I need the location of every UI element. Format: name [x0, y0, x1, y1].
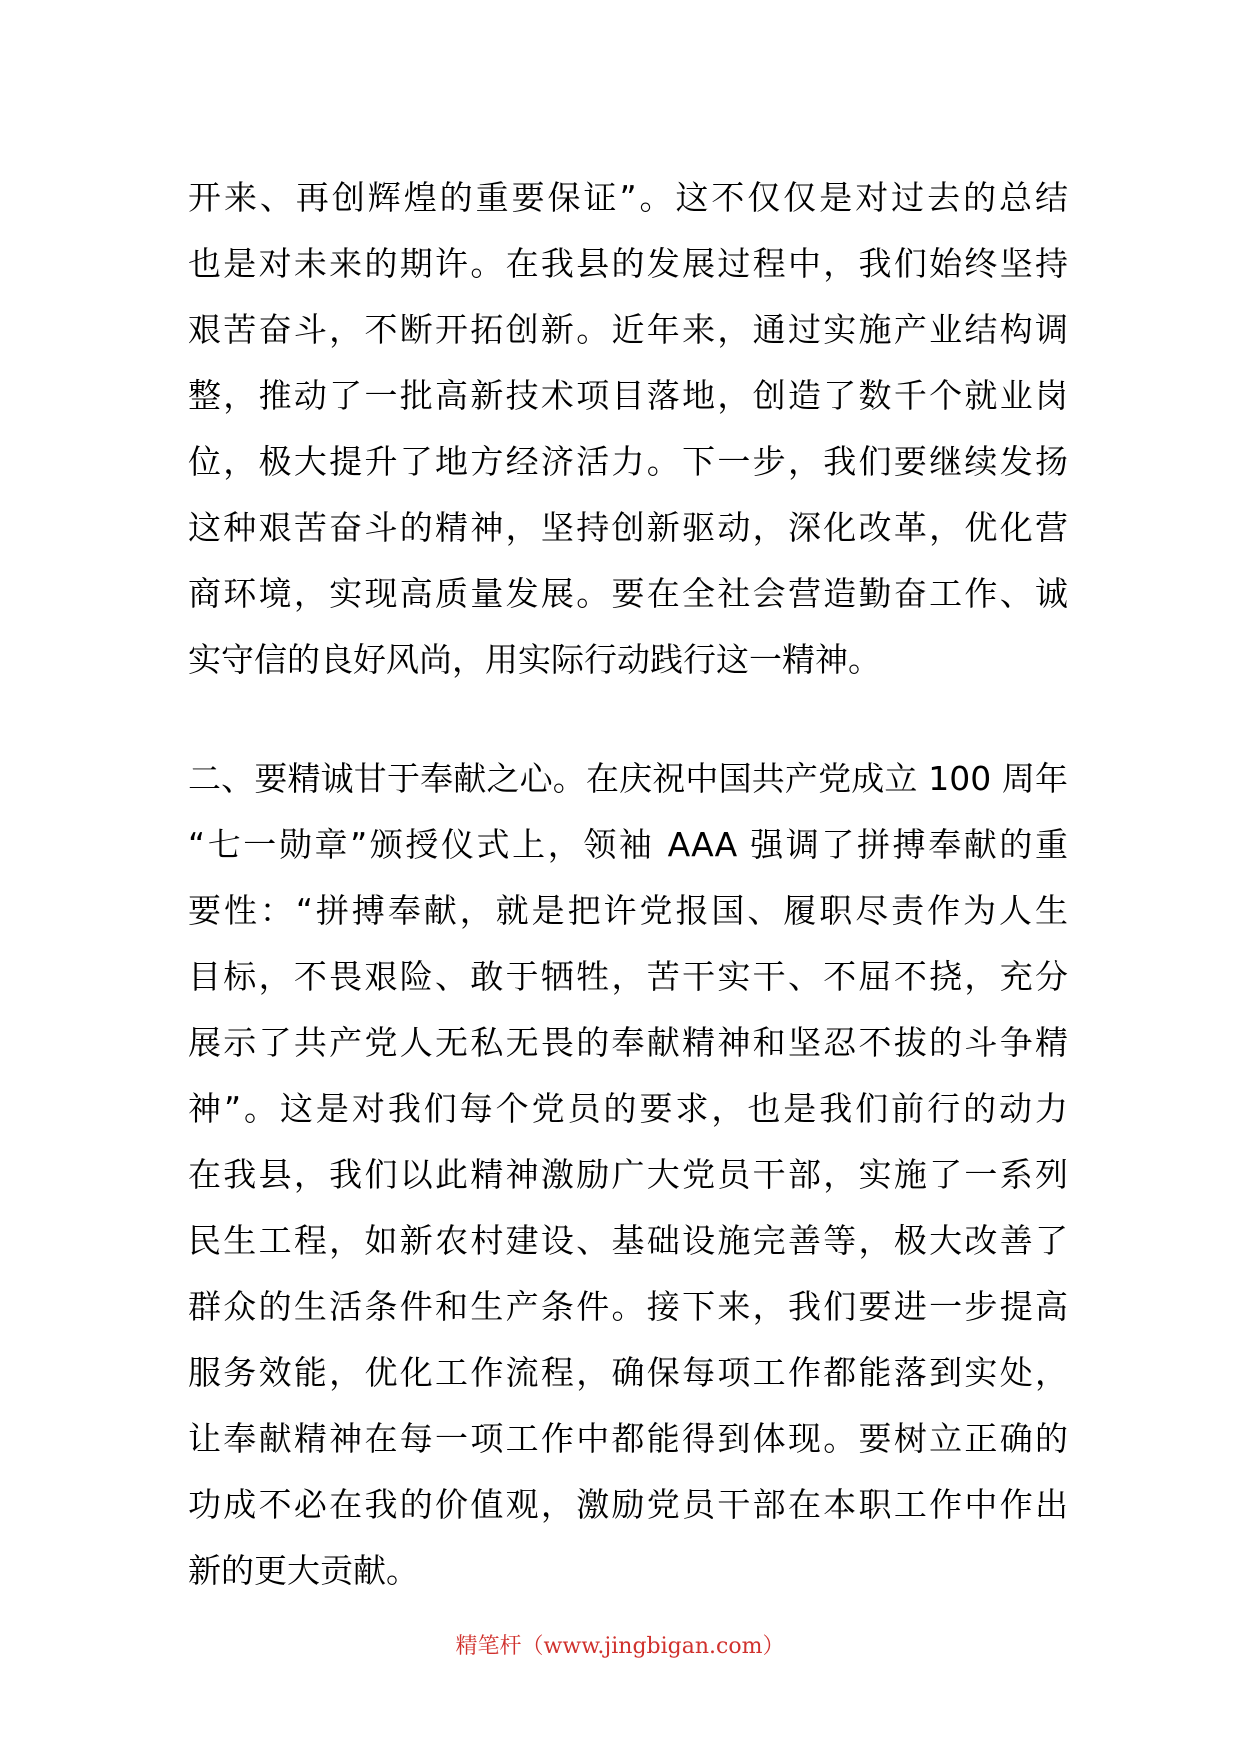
paragraph-line: 这种艰苦奋斗的精神，坚持创新驱动，深化改革，优化营 [188, 508, 1068, 547]
paragraph-line: 整，推动了一批高新技术项目落地，创造了数千个就业岗 [188, 376, 1068, 415]
paragraph-line: 民生工程，如新农村建设、基础设施完善等，极大改善了 [188, 1221, 1068, 1260]
paragraph-line: 在我县，我们以此精神激励广大党员干部，实施了一系列 [188, 1155, 1068, 1194]
paragraph-line: “七一勋章”颁授仪式上，领袖 AAA 强调了拼搏奉献的重 [188, 825, 1068, 864]
paragraph-line: 也是对未来的期许。在我县的发展过程中，我们始终坚持 [188, 244, 1068, 283]
paragraph-line: 实守信的良好风尚，用实际行动践行这一精神。 [188, 640, 881, 679]
paragraph-line: 目标，不畏艰险、敢于牺牲，苦干实干、不屈不挠，充分 [188, 957, 1068, 996]
paragraph-line: 位，极大提升了地方经济活力。下一步，我们要继续发扬 [188, 442, 1068, 481]
paragraph-2 [188, 746, 1068, 1604]
paragraph-line: 功成不必在我的价值观，激励党员干部在本职工作中作出 [188, 1485, 1068, 1524]
paragraph-line: 新的更大贡献。 [188, 1551, 419, 1590]
paragraph-line: 商环境，实现高质量发展。要在全社会营造勤奋工作、诚 [188, 574, 1068, 613]
paragraph-line: 要性：“拼搏奉献，就是把许党报国、履职尽责作为人生 [188, 891, 1068, 930]
paragraph-1 [188, 165, 1068, 693]
paragraph-line: 展示了共产党人无私无畏的奉献精神和坚忍不拔的斗争精 [188, 1023, 1068, 1062]
paragraph-line: 服务效能，优化工作流程，确保每项工作都能落到实处， [188, 1353, 1068, 1392]
paragraph-line: 让奉献精神在每一项工作中都能得到体现。要树立正确的 [188, 1419, 1068, 1458]
paragraph-line: 开来、再创辉煌的重要保证”。这不仅仅是对过去的总结 [188, 178, 1068, 217]
paragraph-line: 二、要精诚甘于奉献之心。在庆祝中国共产党成立 100 周年 [188, 759, 1068, 798]
footer-watermark: 精笔杆（www.jingbigan.com） [455, 1634, 785, 1659]
paragraph-line: 群众的生活条件和生产条件。接下来，我们要进一步提高 [188, 1287, 1068, 1326]
paragraph-line: 艰苦奋斗，不断开拓创新。近年来，通过实施产业结构调 [188, 310, 1068, 349]
paragraph-line: 神”。这是对我们每个党员的要求，也是我们前行的动力 [188, 1089, 1068, 1128]
